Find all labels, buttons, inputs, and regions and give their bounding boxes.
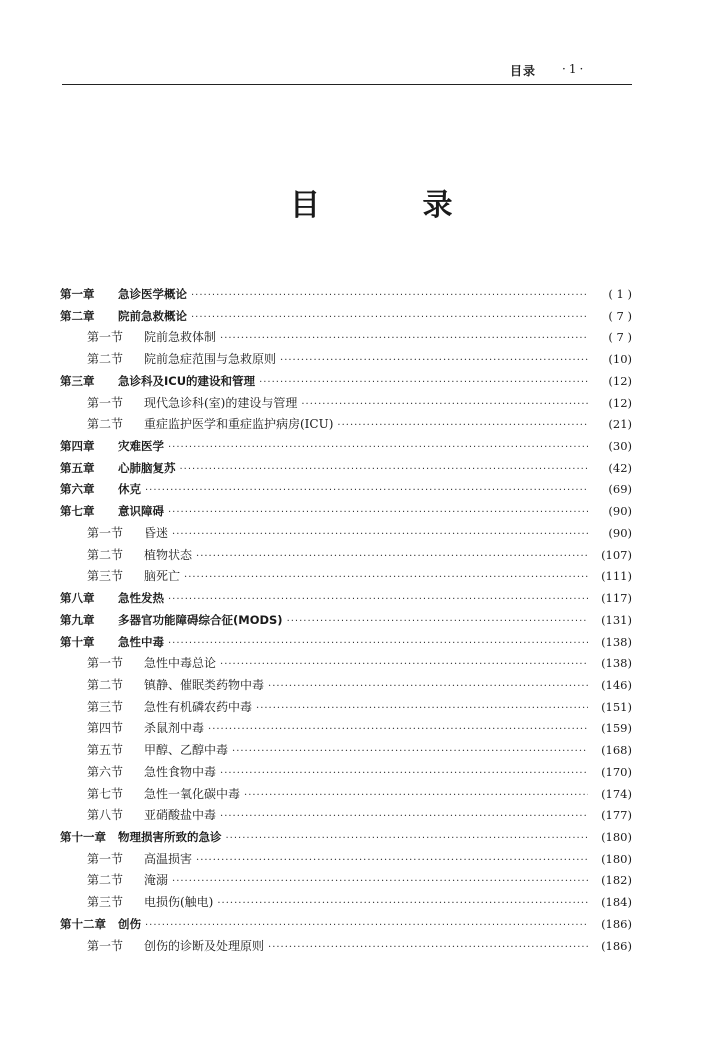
toc-section-entry[interactable] [60, 523, 632, 545]
page-number: ·1· [562, 62, 587, 76]
toc-entry-title: 急性食物中毒 [144, 764, 217, 779]
dot-leader [337, 415, 588, 437]
toc-entry-title: 甲醇、乙醇中毒 [144, 743, 229, 758]
toc-section-entry[interactable] [60, 566, 632, 588]
dot-leader [184, 567, 588, 589]
toc-entry-number: 第一节 [87, 330, 124, 345]
toc-entry-page: (111) [601, 569, 632, 584]
toc-entry-title: 急性中毒 [118, 634, 164, 649]
running-header-title: 目录 [510, 64, 537, 78]
toc-entry-page: (42) [608, 460, 632, 475]
toc-entry-title: 植物状态 [144, 547, 193, 562]
toc-entry-number: 第十二章 [60, 916, 106, 931]
dot-leader [168, 633, 588, 655]
toc-entry-number: 第四节 [87, 721, 124, 736]
toc-chapter-entry[interactable] [60, 458, 632, 480]
toc-entry-title: 淹溺 [144, 873, 169, 888]
toc-section-entry[interactable] [60, 870, 632, 892]
toc-entry-page: (117) [601, 591, 632, 606]
dot-leader [168, 502, 588, 524]
dot-leader [196, 546, 588, 568]
toc-entry-number: 第二节 [87, 417, 124, 432]
toc-entry-number: 第五章 [60, 460, 95, 475]
toc-entry-number: 第七章 [60, 504, 95, 519]
toc-chapter-entry[interactable] [60, 588, 632, 610]
dot-leader [172, 524, 588, 546]
toc-entry-title: 急性有机磷农药中毒 [144, 699, 253, 714]
toc-section-entry[interactable] [60, 349, 632, 371]
dot-leader [268, 676, 588, 698]
dot-leader [226, 828, 589, 850]
toc-entry-title: 院前急症范围与急救原则 [144, 352, 277, 367]
toc-section-entry[interactable] [60, 675, 632, 697]
dot-leader [280, 350, 588, 372]
toc-section-entry[interactable] [60, 805, 632, 827]
toc-entry-title: 创伤的诊断及处理原则 [144, 938, 265, 953]
toc-entry-number: 第九章 [60, 612, 95, 627]
toc-section-entry[interactable] [60, 849, 632, 871]
toc-chapter-entry[interactable] [60, 371, 632, 393]
dot-leader [287, 611, 588, 633]
toc-section-entry[interactable] [60, 545, 632, 567]
page-title: 目 录 [290, 188, 499, 223]
toc-entry-number: 第一节 [87, 395, 124, 410]
toc-entry-number: 第十章 [60, 634, 95, 649]
toc-section-entry[interactable] [60, 718, 632, 740]
table-of-contents [60, 284, 632, 957]
dot-leader [220, 654, 588, 676]
toc-entry-number: 第七节 [87, 786, 124, 801]
toc-chapter-entry[interactable] [60, 501, 632, 523]
toc-entry-title: 灾难医学 [118, 439, 164, 454]
toc-entry-title: 创伤 [118, 916, 141, 931]
dot-leader [208, 719, 588, 741]
dot-leader [232, 741, 588, 763]
toc-entry-number: 第二节 [87, 677, 124, 692]
toc-entry-page: (90) [608, 504, 632, 519]
toc-entry-number: 第五节 [87, 743, 124, 758]
toc-entry-page: (180) [601, 829, 632, 844]
toc-entry-page: (30) [608, 439, 632, 454]
dot-leader [145, 915, 588, 937]
toc-entry-page: (174) [601, 786, 632, 801]
toc-entry-number: 第八节 [87, 808, 124, 823]
toc-section-entry[interactable] [60, 327, 632, 349]
toc-entry-number: 第二节 [87, 873, 124, 888]
toc-chapter-entry[interactable] [60, 827, 632, 849]
toc-entry-title: 急性中毒总论 [144, 656, 217, 671]
toc-entry-title: 心肺脑复苏 [118, 460, 176, 475]
toc-entry-number: 第一节 [87, 656, 124, 671]
toc-section-entry[interactable] [60, 653, 632, 675]
toc-chapter-entry[interactable] [60, 436, 632, 458]
toc-section-entry[interactable] [60, 784, 632, 806]
dot-leader [259, 372, 588, 394]
dot-leader [220, 763, 588, 785]
toc-entry-title: 物理损害所致的急诊 [118, 829, 222, 844]
toc-entry-page: (12) [608, 395, 632, 410]
toc-entry-page: (177) [601, 808, 632, 823]
toc-section-entry[interactable] [60, 892, 632, 914]
toc-entry-page: (170) [601, 764, 632, 779]
dot-leader [191, 307, 588, 329]
toc-entry-title: 亚硝酸盐中毒 [144, 808, 217, 823]
toc-section-entry[interactable] [60, 740, 632, 762]
dot-leader [191, 285, 588, 307]
running-header [62, 62, 632, 82]
toc-entry-title: 重症监护医学和重症监护病房(ICU) [144, 417, 334, 432]
toc-entry-title: 昏迷 [144, 525, 169, 540]
toc-entry-title: 多器官功能障碍综合征(MODS) [118, 612, 283, 627]
toc-entry-title: 现代急诊科(室)的建设与管理 [144, 395, 298, 410]
toc-entry-page: (131) [601, 612, 632, 627]
toc-entry-page: (168) [601, 743, 632, 758]
toc-entry-page: ( 1 ) [608, 287, 632, 301]
toc-entry-page: (182) [601, 873, 632, 888]
dot-leader [168, 589, 588, 611]
toc-entry-number: 第二节 [87, 547, 124, 562]
toc-entry-title: 急诊科及ICU的建设和管理 [118, 373, 256, 388]
dot-leader [256, 698, 588, 720]
toc-entry-number: 第二节 [87, 352, 124, 367]
toc-entry-page: (151) [601, 699, 632, 714]
toc-section-entry[interactable] [60, 393, 632, 415]
dot-leader [180, 459, 589, 481]
toc-section-entry[interactable] [60, 414, 632, 436]
dot-leader [172, 871, 588, 893]
toc-entry-page: (186) [601, 938, 632, 953]
toc-entry-page: (180) [601, 851, 632, 866]
toc-entry-title: 电损伤(触电) [144, 895, 214, 910]
toc-chapter-entry[interactable] [60, 479, 632, 501]
toc-entry-title: 院前急救概论 [118, 308, 187, 323]
toc-entry-page: (138) [601, 634, 632, 649]
toc-section-entry[interactable] [60, 936, 632, 958]
toc-entry-page: (138) [601, 656, 632, 671]
toc-entry-title: 意识障碍 [118, 504, 164, 519]
toc-entry-page: (107) [601, 547, 632, 562]
toc-section-entry[interactable] [60, 697, 632, 719]
dot-leader [217, 893, 588, 915]
toc-entry-number: 第六章 [60, 482, 95, 497]
toc-entry-number: 第六节 [87, 764, 124, 779]
dot-leader [268, 937, 588, 959]
toc-chapter-entry[interactable] [60, 610, 632, 632]
toc-entry-number: 第八章 [60, 591, 95, 606]
toc-entry-page: (184) [601, 895, 632, 910]
toc-entry-page: (12) [608, 373, 632, 388]
toc-entry-page: (69) [608, 482, 632, 497]
dot-leader [220, 328, 588, 350]
toc-entry-page: (159) [601, 721, 632, 736]
toc-entry-number: 第三节 [87, 699, 124, 714]
toc-entry-title: 高温损害 [144, 851, 193, 866]
toc-entry-title: 急诊医学概论 [118, 287, 187, 301]
toc-entry-title: 急性发热 [118, 591, 164, 606]
toc-entry-page: (90) [608, 525, 632, 540]
dot-leader [196, 850, 588, 872]
dot-leader [301, 394, 588, 416]
toc-entry-title: 休克 [118, 482, 141, 497]
dot-leader [168, 437, 588, 459]
toc-entry-number: 第十一章 [60, 829, 106, 844]
toc-entry-page: ( 7 ) [608, 330, 632, 345]
toc-entry-title: 脑死亡 [144, 569, 181, 584]
toc-chapter-entry[interactable] [60, 632, 632, 654]
toc-entry-page: (186) [601, 916, 632, 931]
toc-entry-title: 镇静、催眠类药物中毒 [144, 677, 265, 692]
dot-leader [244, 785, 588, 807]
toc-entry-number: 第一章 [60, 287, 95, 301]
toc-entry-number: 第一节 [87, 851, 124, 866]
toc-entry-number: 第四章 [60, 439, 95, 454]
toc-entry-number: 第一节 [87, 938, 124, 953]
toc-section-entry[interactable] [60, 762, 632, 784]
toc-chapter-entry[interactable] [60, 284, 632, 306]
toc-entry-page: ( 7 ) [608, 308, 632, 323]
toc-entry-page: (146) [601, 677, 632, 692]
toc-chapter-entry[interactable] [60, 914, 632, 936]
toc-entry-title: 院前急救体制 [144, 330, 217, 345]
toc-chapter-entry[interactable] [60, 306, 632, 328]
dot-leader [145, 480, 588, 502]
toc-entry-number: 第三章 [60, 373, 95, 388]
toc-entry-title: 杀鼠剂中毒 [144, 721, 205, 736]
toc-entry-page: (10) [608, 352, 632, 367]
header-rule [62, 84, 632, 85]
toc-entry-page: (21) [608, 417, 632, 432]
dot-leader [220, 806, 588, 828]
toc-entry-number: 第二章 [60, 308, 95, 323]
toc-entry-title: 急性一氧化碳中毒 [144, 786, 241, 801]
toc-entry-number: 第三节 [87, 569, 124, 584]
toc-entry-number: 第三节 [87, 895, 124, 910]
toc-entry-number: 第一节 [87, 525, 124, 540]
